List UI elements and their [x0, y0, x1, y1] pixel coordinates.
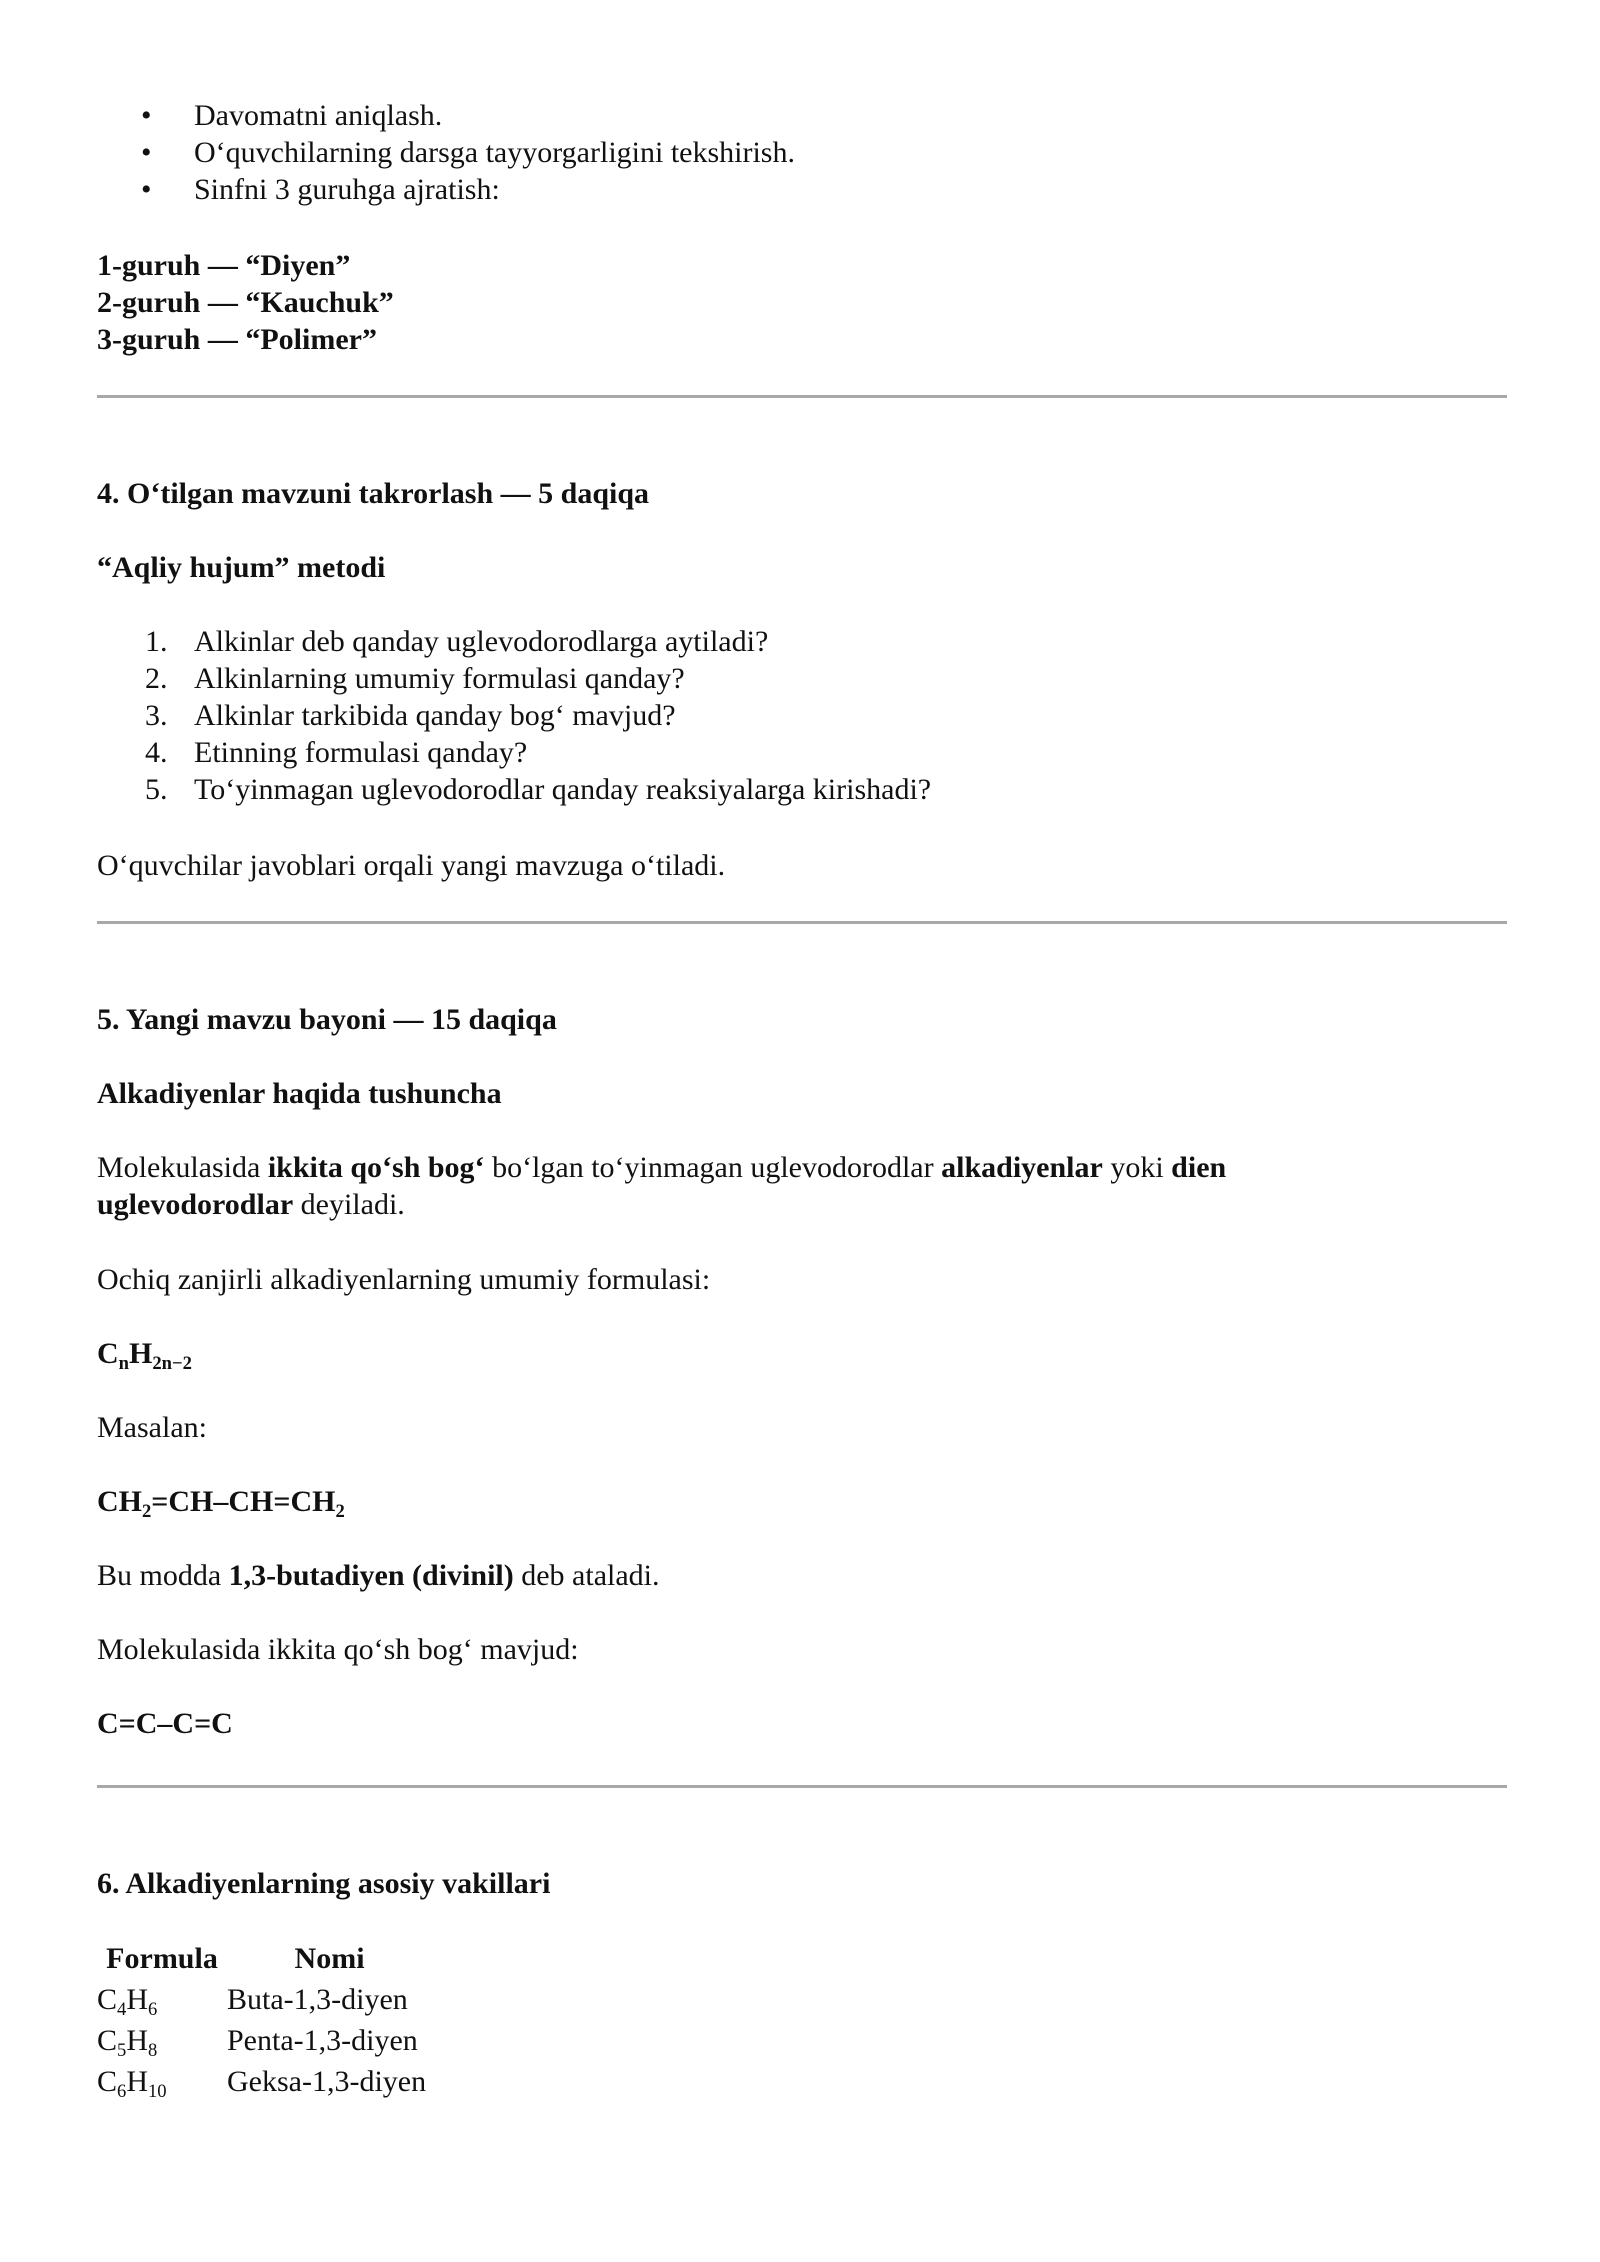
question-text: Alkinlar tarkibida qanday bog‘ mavjud?	[194, 699, 676, 732]
question-number: 5.	[145, 773, 168, 806]
substance-name: 1,3-butadiyen (divinil)	[228, 1559, 514, 1592]
group-list	[97, 247, 1507, 358]
section-4-conclusion: O‘quvchilar javoblari orqali yangi mavzuga o‘tiladi.	[97, 849, 726, 882]
question-text: Alkinlarning umumiy formulasi qanday?	[194, 662, 685, 695]
intro-bullet-list	[97, 97, 1507, 208]
table-row	[97, 2061, 432, 2102]
question-item	[97, 771, 1507, 808]
general-formula: $C_nH_{2n-2}$	[97, 1337, 192, 1374]
section-4-heading: 4. O‘tilgan mavzuni takrorlash — 5 daqiqa	[97, 477, 650, 510]
representatives-table	[97, 1937, 432, 2102]
definition-text: yoki	[1102, 1151, 1172, 1184]
bullet-item: • Davomatni aniqlash.	[97, 97, 1507, 134]
definition-text: bo‘lgan to‘yinmagan uglevodorodlar	[484, 1151, 942, 1184]
section-5-heading: 5. Yangi mavzu bayoni — 15 daqiqa	[97, 1003, 557, 1036]
table-row	[97, 1979, 432, 2020]
method-title: “Aqliy hujum” metodi	[97, 551, 386, 584]
bonds-text: Molekulasida ikkita qo‘sh bog‘ mavjud:	[97, 1633, 579, 1666]
question-number: 4.	[145, 736, 168, 769]
group-item: 1-guruh — “Diyen”	[97, 249, 351, 282]
bullet-item: • O‘quvchilarning darsga tayyorgarligini tekshirish.	[97, 134, 1507, 171]
representatives-table-wrap	[97, 1937, 1507, 2102]
definition-text: deyiladi.	[293, 1188, 405, 1221]
question-text: Alkinlar deb qanday uglevodorodlarga aytiladi?	[194, 625, 769, 658]
formula-cell: $C_4H_6$	[97, 1983, 158, 2020]
bullet-item: • Sinfni 3 guruhga ajratish:	[97, 171, 1507, 208]
group-item: 3-guruh — “Polimer”	[97, 323, 377, 356]
substance-name-paragraph: Bu modda 1,3-butadiyen (divinil) deb ataladi.	[97, 1559, 660, 1592]
name-cell: Geksa-1,3-diyen	[227, 2065, 427, 2098]
column-header-formula: Formula	[106, 1941, 218, 1975]
definition-emphasis: dien uglevodorodlar	[97, 1151, 1227, 1221]
formula-cell: $C_5H_8$	[97, 2024, 158, 2061]
table-row	[97, 2020, 432, 2061]
section-6-heading: 6. Alkadiyenlarning asosiy vakillari	[97, 1867, 551, 1900]
definition-text: Molekulasida	[97, 1151, 268, 1184]
name-cell: Penta-1,3-diyen	[227, 2024, 418, 2057]
name-cell: Buta-1,3-diyen	[227, 1983, 408, 2016]
question-text: To‘yinmagan uglevodorodlar qanday reaksiyalarga kirishadi?	[194, 773, 932, 806]
definition-emphasis: ikkita qo‘sh bog‘	[267, 1151, 485, 1184]
example-formula: $CH_2=CH-CH=CH_2$	[97, 1485, 345, 1522]
section-divider	[97, 395, 1507, 398]
formula-cell: $C_6H_{10}$	[97, 2065, 167, 2102]
section-divider	[97, 921, 1507, 924]
table-header-row	[97, 1937, 432, 1979]
section-5-subheading: Alkadiyenlar haqida tushuncha	[97, 1077, 502, 1110]
question-text: Etinning formulasi qanday?	[194, 736, 528, 769]
question-number: 3.	[145, 699, 168, 732]
definition-paragraph	[97, 1149, 1337, 1223]
question-item	[97, 660, 1507, 697]
column-header-name: Nomi	[294, 1941, 365, 1975]
bonds-formula: C=C–C=C	[97, 1707, 233, 1740]
question-number: 2.	[145, 662, 168, 695]
section-divider	[97, 1785, 1507, 1788]
question-item	[97, 623, 1507, 660]
question-item	[97, 697, 1507, 734]
question-list	[97, 623, 1507, 808]
definition-emphasis: alkadiyenlar	[941, 1151, 1103, 1184]
example-label: Masalan:	[97, 1411, 207, 1444]
question-item	[97, 734, 1507, 771]
group-item: 2-guruh — “Kauchuk”	[97, 286, 394, 319]
question-number: 1.	[145, 625, 168, 658]
formula-intro: Ochiq zanjirli alkadiyenlarning umumiy formulasi:	[97, 1263, 711, 1296]
